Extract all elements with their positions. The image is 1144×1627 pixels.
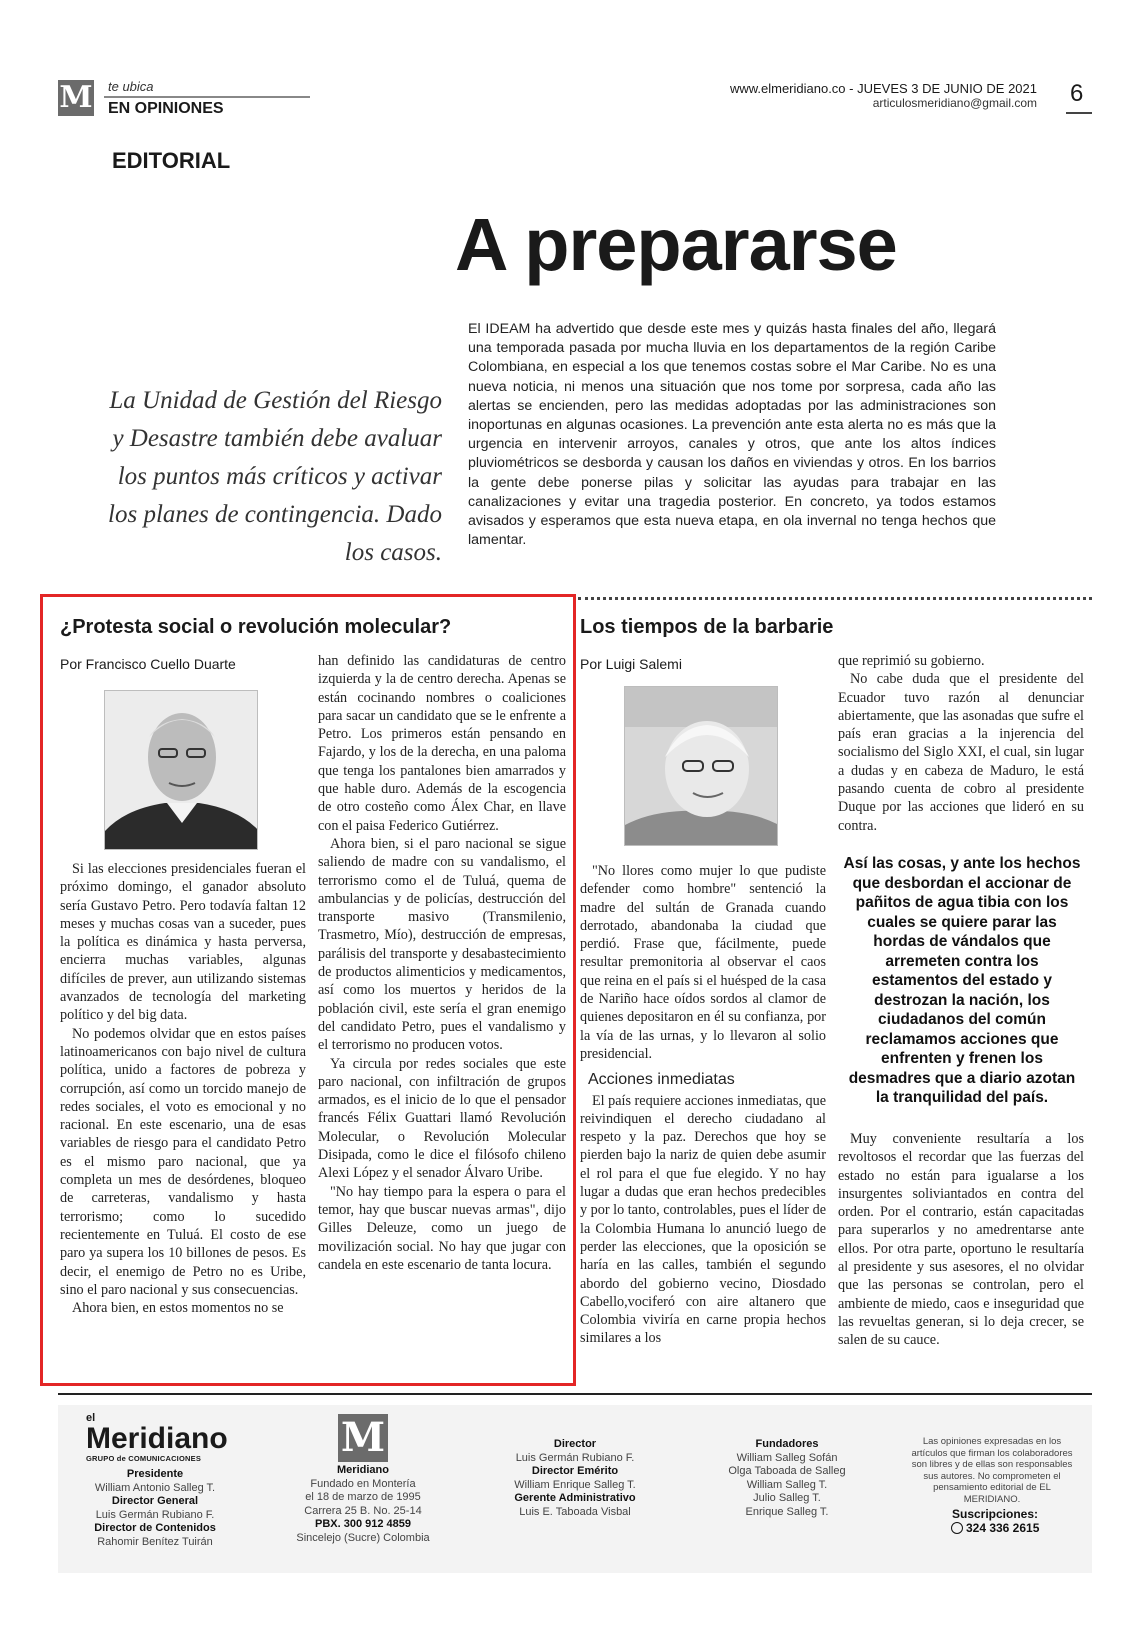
subscriptions-phone: 324 336 2615 bbox=[965, 1520, 1040, 1535]
editorial-pullquote: La Unidad de Gestión del Riesgo y Desastre también debe avaluar los puntos más críticos y activar los planes de contingencia. Dado los casos. bbox=[108, 387, 442, 566]
site-info bbox=[730, 82, 1037, 110]
article-right-col2 bbox=[838, 652, 1084, 835]
paragraph: No cabe duda que el presidente del Ecuador tuvo razón al denunciar abiertamente, que las asonadas que sufre el país eran gracias a la injerencia del socialismo del Siglo XXI, el cual, sin lugar a dudas y en cabeza de Maduro, le está pasando cuenta de cobro al presidente Duque por las acciones que lideró en su contra. bbox=[838, 671, 1084, 834]
site-date-line: www.elmeridiano.co - JUEVES 3 DE JUNIO DE 2021 bbox=[729, 81, 1037, 96]
section-label: EDITORIAL bbox=[112, 148, 231, 173]
founder-name: Olga Taboada de Salleg bbox=[728, 1465, 846, 1477]
staff-label: Director General bbox=[111, 1495, 199, 1507]
masthead-name: Meridiano bbox=[337, 1464, 389, 1476]
city: Sincelejo (Sucre) Colombia bbox=[296, 1531, 430, 1544]
whatsapp-icon bbox=[951, 1522, 963, 1534]
page-number-rule bbox=[1066, 112, 1092, 114]
staff-name: William Enrique Salleg T. bbox=[514, 1478, 636, 1491]
editorial-body: El IDEAM ha advertido que desde este mes y quizás hasta finales del año, llegará una temporada pasada por mucha lluvia en los departamentos de la región Caribe Colombiana, en especial a los que tenemos costas sobre el Mar Caribe. No es una nueva noticia, ni menos una situación que nos tome por sorpresa, cada año las alertas se encienden, pero las medidas adoptadas por las administraciones son inoportunas en algunas ocasiones. La prevención ante esta alerta no es más que la urgencia en intervenir arroyos, canales y otros, que ante los altos índices pluviométricos se desborda y causan los daños en viviendas y otros. En los barrios la gente debe ponerse pilas y solicitar las ayudas para trabajar en las canalizaciones y evitar una tragedia posterior. En concreto, ya todos estamos avisados y esperamos que esta nueva etapa, en ola invernal no tenga hechos que lamentar. bbox=[468, 321, 996, 549]
staff-name: Luis E. Taboada Visbal bbox=[519, 1505, 631, 1518]
founded-place: Fundado en Montería bbox=[310, 1477, 416, 1490]
disclaimer: Las opiniones expresadas en los artículos que firman los colaboradores son libres y de ellas son responsables sus autores. No comprometen el pensamiento editorial de EL MERIDIANO. bbox=[911, 1436, 1073, 1505]
staff-label: Director bbox=[553, 1438, 597, 1450]
founders-block bbox=[712, 1438, 862, 1519]
founders-label: Fundadores bbox=[755, 1438, 819, 1450]
pbx: PBX. 300 912 4859 bbox=[314, 1518, 412, 1530]
editorial-headline: A prepararse bbox=[455, 203, 897, 286]
paragraph: "No hay tiempo para la espera o para el temor, hay que buscar nuevas armas", dijo Gilles Deleuze, como un juego de movilización social. No hay que jugar con candela en este escenario de tanta locura. bbox=[318, 1183, 566, 1273]
paragraph: "No llores como mujer lo que pudiste defender como hombre" sentenció la madre del sultán de Granada cuando derrotado, abandonaba la ciudad que perdió. Frase que, fácilmente, puede resultar premonitoria al observar el caos que reina en el país si el huésped de la casa de Nariño hace oídos sordos al clamor de quienes depositaron en él su confianza, por la vía de las urnas, y lo llevaron al solio presidencial. bbox=[580, 863, 826, 1062]
dotted-divider bbox=[578, 597, 1092, 600]
founder-name: Julio Salleg T. bbox=[753, 1492, 821, 1504]
article-right-pullquote: Así las cosas, y ante los hechos que desbordan el accionar de pañitos de agua tibia con los cuales se quiere parar las hordas de vándalos que arremeten contra los estamentos del estado y destrozan la nación, los ciudadanos del común reclamamos acciones que enfrenten y frenen los desmadres que a diario azotan la tranquilidad del país. bbox=[843, 855, 1081, 1106]
kicker-rule bbox=[104, 96, 310, 98]
paragraph: Ya circula por redes sociales que este paro nacional, con infiltración de grupos armados, es el inicio de lo que el pensador francés Félix Guattari llamó Revolución Molecular, o Revolución Molecular Disipada, como le dice el filósofo chileno Alexi López y el senador Álvaro Uribe. bbox=[318, 1055, 566, 1182]
staff-label: Gerente Administrativo bbox=[514, 1492, 636, 1504]
brand-subtitle: GRUPO de COMUNICACIONES bbox=[86, 1454, 202, 1463]
staff-block-left bbox=[80, 1468, 230, 1549]
paragraph: El país requiere acciones inmediatas, que reivindiquen el derecho ciudadano al respeto y la paz. Derechos que hoy se pierden bajo la nariz de quien debe asumir el rol para el que fue elegido. Y no hay lugar a dudas que eran hechos predecibles y por lo tanto, controlables, pues el líder de la Colombia Humana lo anunció luego de perder las elecciones, que la oposición se haría en las calles, también el segundo abordo del gobierno vecino, Diosdado Cabello,vociferó con aire altanero que Colombia viviría en carne propia hechos similares a los bbox=[580, 1092, 826, 1347]
portrait-icon bbox=[625, 687, 778, 846]
kicker-small: te ubica bbox=[108, 79, 154, 94]
subscriptions bbox=[920, 1508, 1070, 1535]
paragraph: No podemos olvidar que en estos países latinoamericanos con bajo nivel de cultura política, unido a factores de pobreza y corrupción, así como un torcido manejo de redes sociales, el voto es emocional y no racional. En este escenario, una de esas variables de riesgo para el candidato Petro es el mismo paro nacional, que ya completa un mes de desórdenes, bloqueo de carreteras, vandalismo y hasta terrorismo; como lo sucedido recientemente en Tuluá. El costo de ese paro ya supera los 10 billones de pesos. Es decir, el enemigo de Petro no es Uribe, sino el paro nacional y sus consecuencias. bbox=[60, 1025, 306, 1298]
paragraph: Muy conveniente resultaría a los revoltosos el recordar que las fuerzas del estado no están para igualarse a los insurgentes soliviantados en contra del orden. Por el contrario, están capacitadas para superarlos y no amedrentarse ante ellos. Por otra parte, oportuno le resultaría al presidente y sus asesores, el no olvidar que las personas se controlan, pero el ambiente de miedo, caos e inseguridad que las revueltas generan, si lo deja crecer, se salen de su cauce. bbox=[838, 1131, 1084, 1349]
paragraph: Ahora bien, si el paro nacional se sigue saliendo de madre con su vandalismo, el terrorismo como el de Tuluá, quema de ambulancias y de policías, destrucción del transporte masivo (Transmilenio, Trasmetro, Mío), destrucción de empresas, parálisis del transporte y desabastecimiento de productos alimenticios y medicamentos, así como los muertos y heridos de la población civil, este sería el gran enemigo del candidato Petro, pues el vandalismo y el terrorismo no producen votos. bbox=[318, 835, 566, 1054]
founded-date: el 18 de marzo de 1995 bbox=[305, 1491, 421, 1503]
staff-name: Luis Germán Rubiano F. bbox=[515, 1451, 635, 1464]
newspaper-logo: M bbox=[59, 80, 93, 115]
brand-el: el bbox=[86, 1412, 96, 1424]
brand-name: Meridiano bbox=[86, 1422, 228, 1455]
founder-name: William Salleg Sofán bbox=[736, 1451, 838, 1464]
article-left-col2 bbox=[318, 652, 566, 1274]
brand-logo bbox=[86, 1412, 228, 1463]
page-number: 6 bbox=[1070, 80, 1084, 107]
paragraph: han definido las candidaturas de centro izquierda y la de centro derecha. Apenas se están cocinando nombres o coaliciones para sacar un candidato que se le enfrente a Petro. Los primeros están pensando en Fajardo, y los de la derecha, en una paloma que tenga los pantalones bien amarrados y que hable duro. Además de la escogencia de otro costeño como Álex Char, en llave con el paisa Federico Gutiérrez. bbox=[318, 653, 566, 834]
staff-name: Rahomir Benítez Tuirán bbox=[97, 1535, 213, 1548]
staff-block-center bbox=[500, 1438, 650, 1519]
paragraph: que reprimió su gobierno. bbox=[838, 653, 985, 669]
staff-label: Presidente bbox=[126, 1468, 184, 1480]
author-photo-salemi bbox=[624, 686, 778, 846]
subscriptions-label: Suscripciones: bbox=[951, 1507, 1039, 1521]
portrait-icon bbox=[105, 691, 258, 850]
article-left-col1 bbox=[60, 860, 306, 1317]
article-right-byline: Por Luigi Salemi bbox=[580, 656, 682, 672]
staff-label: Director Emérito bbox=[531, 1465, 619, 1477]
staff-label: Director de Contenidos bbox=[94, 1522, 216, 1534]
contact-email: articulosmeridiano@gmail.com bbox=[872, 96, 1037, 110]
article-right-title: Los tiempos de la barbarie bbox=[580, 616, 834, 638]
founder-name: William Salleg T. bbox=[746, 1478, 828, 1491]
masthead-info bbox=[288, 1464, 438, 1545]
founder-name: Enrique Salleg T. bbox=[745, 1505, 829, 1518]
staff-name: Luis Germán Rubiano F. bbox=[95, 1508, 215, 1521]
article-left-byline: Por Francisco Cuello Duarte bbox=[60, 656, 236, 672]
subscriptions-phone-row bbox=[920, 1522, 1070, 1536]
masthead-logo-icon: M bbox=[338, 1414, 388, 1462]
kicker-section: EN OPINIONES bbox=[108, 100, 224, 117]
article-subhead: Acciones inmediatas bbox=[588, 1071, 735, 1089]
paragraph: Ahora bien, en estos momentos no se bbox=[72, 1300, 284, 1317]
staff-name: William Antonio Salleg T. bbox=[94, 1481, 216, 1494]
address: Carrera 25 B. No. 25-14 bbox=[304, 1504, 422, 1517]
footer-rule bbox=[58, 1393, 1092, 1395]
article-right-col2-bottom bbox=[838, 1130, 1084, 1350]
article-right-col1 bbox=[580, 862, 826, 1348]
article-left-title: ¿Protesta social o revolución molecular? bbox=[60, 616, 452, 638]
paragraph: Si las elecciones presidenciales fueran el próximo domingo, el ganador absoluto sería Gustavo Petro. Pero todavía faltan 12 meses y muchas cosas van a suceder, pues la política es dinámica y hasta perversa, encierra muchas variables, algunas difíciles de prever, aun utilizando sistemas avanzados de tecnología del marketing político y del big data. bbox=[60, 861, 306, 1024]
author-photo-cuello bbox=[104, 690, 258, 850]
